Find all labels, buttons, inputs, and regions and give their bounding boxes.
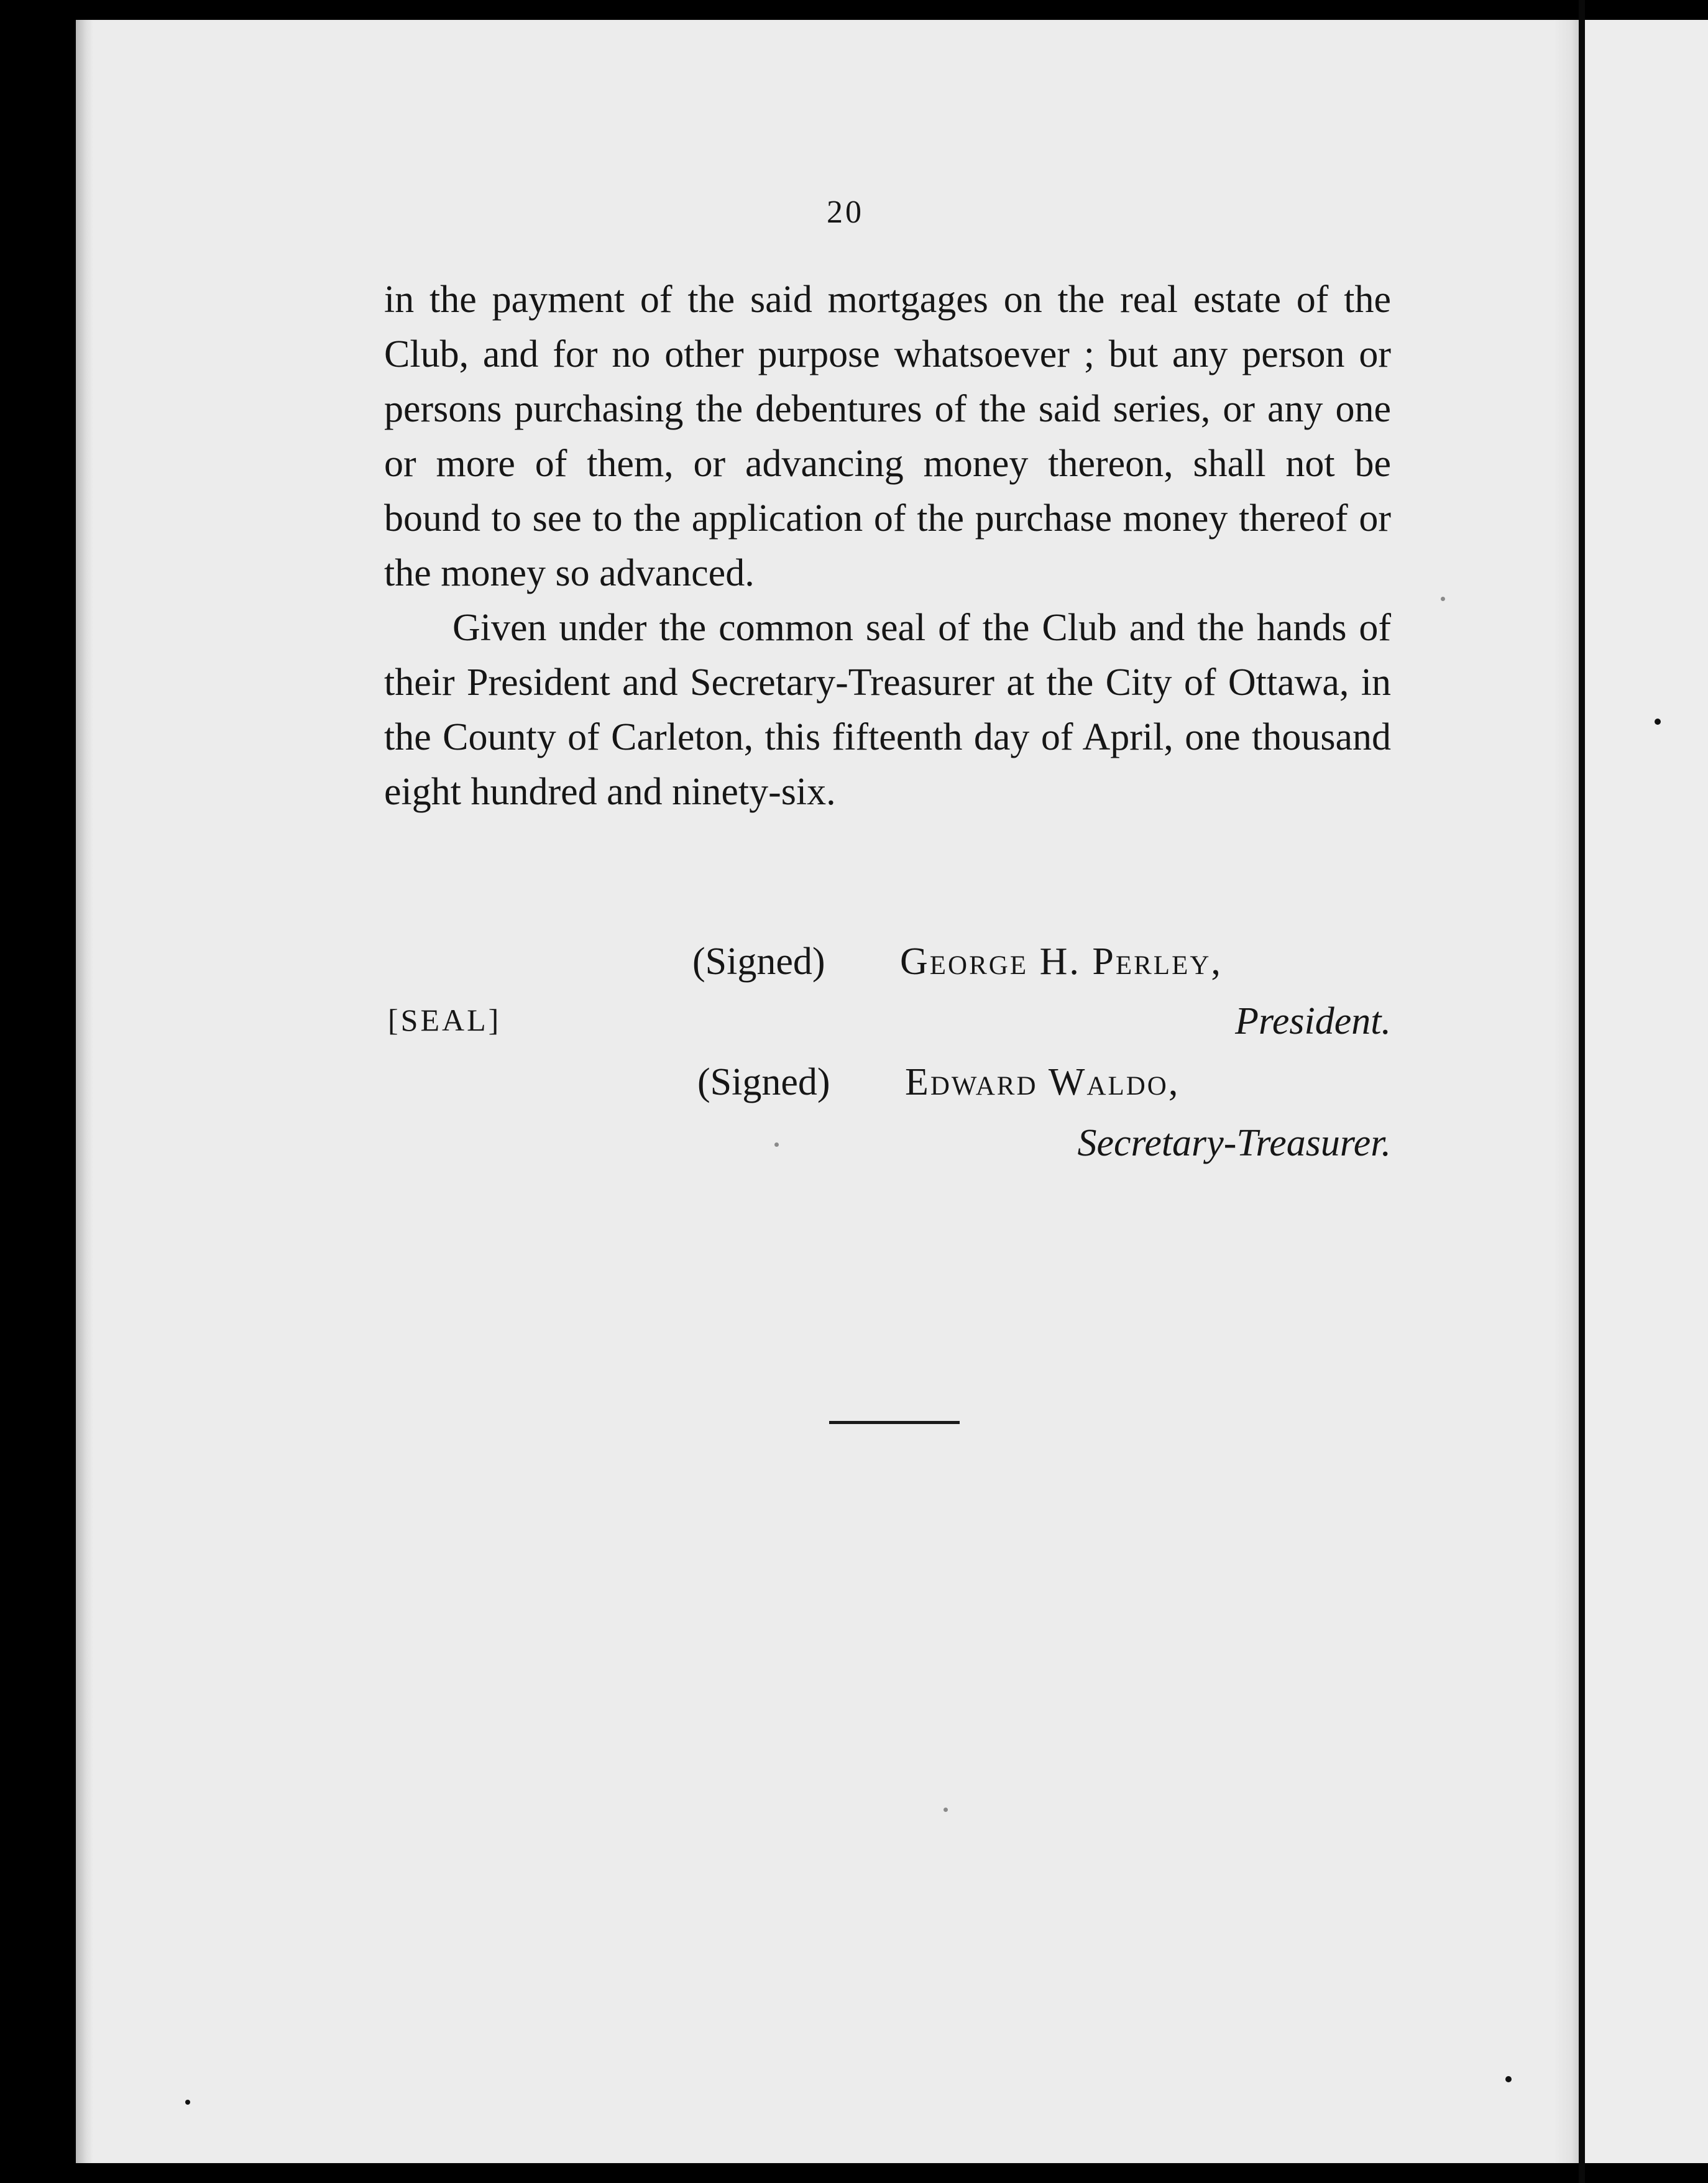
page-gutter-shadow bbox=[1554, 20, 1579, 2163]
seal-mark: [SEAL] bbox=[388, 1003, 502, 1037]
signer-name-president: George H. Perley, bbox=[900, 940, 1223, 983]
signer-title-secretary: Secretary-Treasurer. bbox=[1077, 1122, 1391, 1164]
body-text bbox=[384, 272, 1391, 819]
signature-block bbox=[384, 940, 1391, 1176]
adjacent-page-edge bbox=[1585, 20, 1708, 2163]
ink-speck bbox=[1655, 719, 1661, 725]
signer-title-president: President. bbox=[1235, 1000, 1391, 1042]
page-divider bbox=[1579, 0, 1585, 2183]
ink-speck bbox=[1505, 2076, 1512, 2082]
signed-label: (Signed) bbox=[692, 940, 825, 983]
signed-label: (Signed) bbox=[697, 1061, 830, 1103]
signer-name-secretary: Edward Waldo, bbox=[905, 1061, 1180, 1103]
ink-speck bbox=[185, 2100, 190, 2105]
end-rule-divider bbox=[829, 1421, 960, 1424]
paragraph-given-under-seal: Given under the common seal of the Club and the hands of their President and Secretary-Treasurer at the City of Ottawa, in the County of Carleton, this fifteenth day of April, one thousand eight hundred and ninety-six. bbox=[384, 607, 1391, 813]
page-number: 20 bbox=[827, 195, 864, 230]
paper-speck bbox=[1441, 597, 1445, 601]
page-binding-edge bbox=[76, 20, 93, 2163]
paragraph-mortgage-clause: in the payment of the said mortgages on the real estate of the Club, and for no other purpose whatsoever ; but any person or persons purchasing the debentures of the said series, or any one or more of them, or advancing money thereon, shall not be bound to see to the application of the purchase money thereof or the money so advanced. bbox=[384, 278, 1391, 594]
paper-speck bbox=[944, 1808, 948, 1812]
